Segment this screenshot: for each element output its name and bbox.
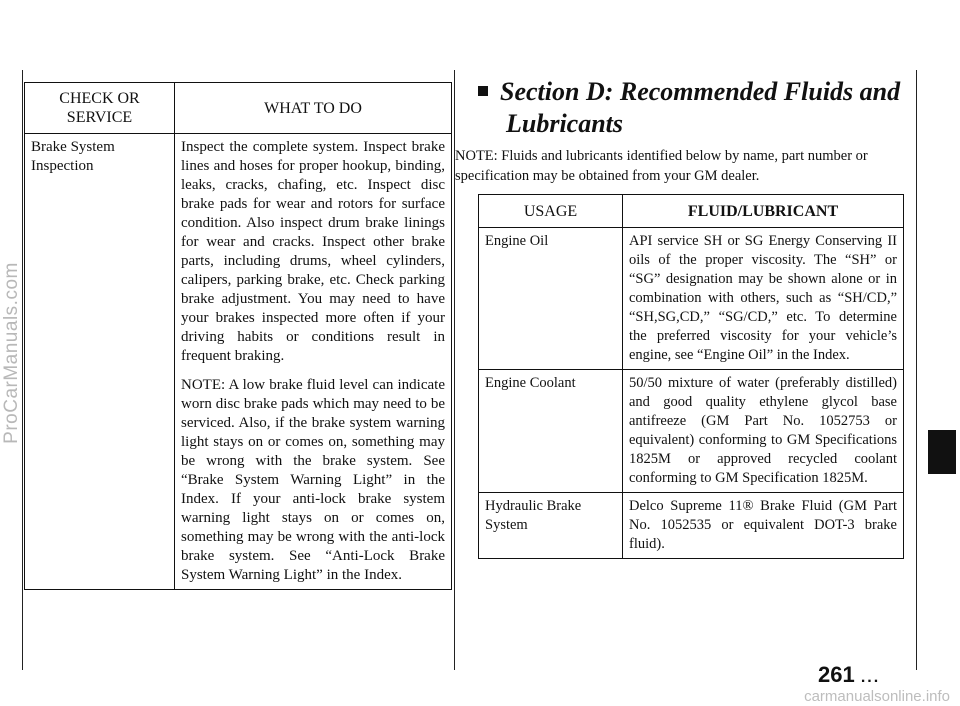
table-row <box>479 493 904 559</box>
page-right-rule <box>916 70 917 670</box>
usage-cell: Hydraulic Brake System <box>479 493 623 559</box>
section-bullet-icon <box>478 86 488 96</box>
maintenance-table <box>24 82 452 590</box>
brake-note-paragraph: NOTE: A low brake fluid level can indicate worn disc brake pads which may need to be serviced. Also, if the brake system warning light stays on or comes on, something may be wrong with the brake system. See “Brake System Warning Light” in the Index. If your anti-lock brake system warning light stays on or comes on, something may be wrong with the anti-lock brake system. See “Anti-Lock Brake System Warning Light” in the Index. <box>181 377 445 583</box>
fluid-cell: API service SH or SG Energy Conserving II oils of the proper viscosity. The “SH” or “SG” designation may be shown alone or in combination with others, such as “SH/CD,” “SH,SG,CD,” “SG/CD,” etc. To determine the preferred viscosity for your vehicle’s engine, see “Engine Oil” in the Index. <box>623 228 904 370</box>
page-number: 261 ... <box>818 662 881 687</box>
section-tab-marker <box>928 430 956 474</box>
column-header-check: CHECK OR SERVICE <box>25 83 175 134</box>
row-item: Brake System Inspection <box>25 134 175 590</box>
table-header-row <box>25 83 452 134</box>
column-header-what-to-do: WHAT TO DO <box>175 83 452 134</box>
section-title: Section D: Recommended Fluids and Lubricants <box>478 76 918 140</box>
bottom-watermark: carmanualsonline.info <box>804 688 950 705</box>
instruction-paragraph: Inspect the complete system. Inspect brake lines and hoses for proper hookup, binding, leaks, cracks, chafing, etc. Inspect disc brake pads for wear and rotors for surface condition. Also inspect drum brake linings for wear and cracks. Inspect other brake parts, including drums, wheel cylinders, calipers, parking brake, etc. Check parking brake adjustment. You may need to have your brakes inspected more often if your driving habits or conditions result in frequent braking. <box>181 139 445 364</box>
usage-cell: Engine Coolant <box>479 370 623 493</box>
row-instructions <box>175 134 452 590</box>
side-watermark: ProCarManuals.com <box>1 262 23 444</box>
fluid-cell: Delco Supreme 11® Brake Fluid (GM Part No. 1052535 or equivalent DOT-3 brake fluid). <box>623 493 904 559</box>
table-header-row <box>479 195 904 228</box>
table-row <box>479 228 904 370</box>
column-header-fluid: FLUID/LUBRICANT <box>623 195 904 228</box>
section-intro-note: NOTE: Fluids and lubricants identified below by name, part number or specification may be obtained from your GM dealer. <box>455 148 868 184</box>
table-row <box>479 370 904 493</box>
table-row <box>25 134 452 590</box>
column-header-usage: USAGE <box>479 195 623 228</box>
usage-cell: Engine Oil <box>479 228 623 370</box>
fluid-cell: 50/50 mixture of water (preferably distilled) and good quality ethylene glycol base antifreeze (GM Part No. 1052753 or equivalent) conforming to GM Specifications 1825M or approved recycled coolant conforming to GM Specification 1825M. <box>623 370 904 493</box>
fluids-table <box>478 194 904 559</box>
